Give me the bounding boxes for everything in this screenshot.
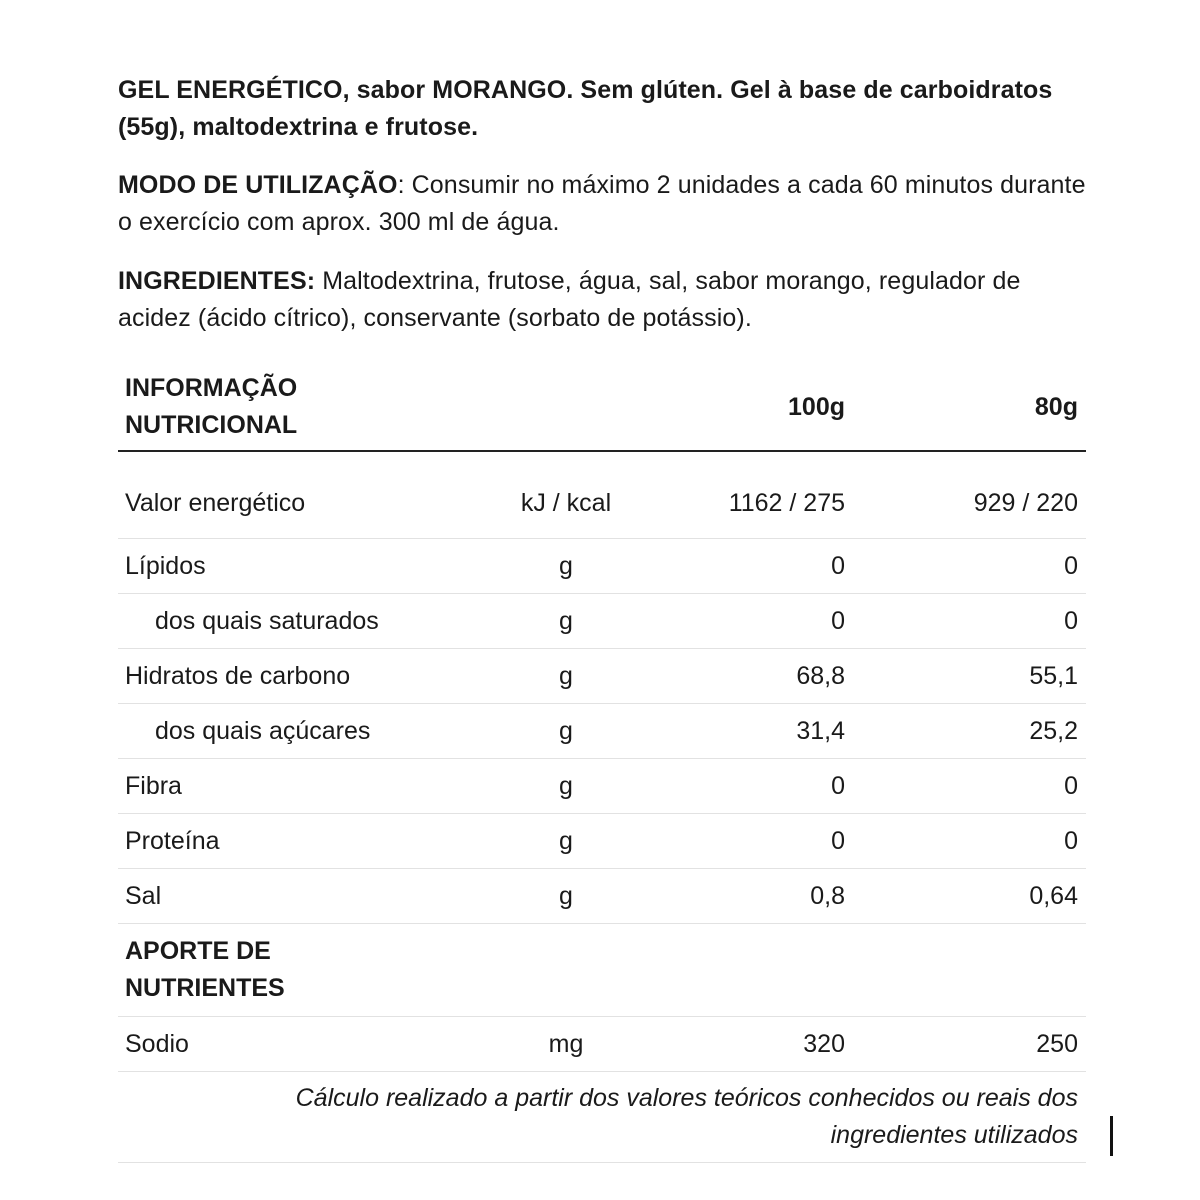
row-unit: g — [485, 539, 647, 594]
row-value-100g: 0 — [647, 539, 845, 594]
table-row — [118, 451, 1086, 539]
row-value-100g: 0,8 — [647, 869, 845, 924]
row-name: dos quais saturados — [118, 594, 485, 649]
row-unit: g — [485, 704, 647, 759]
row-unit: kJ / kcal — [485, 451, 647, 539]
row-value-80g: 0 — [845, 759, 1086, 814]
table-row — [118, 1017, 1086, 1072]
table-header — [118, 364, 1086, 451]
footnote-row — [118, 1072, 1086, 1163]
product-title: GEL ENERGÉTICO, sabor MORANGO. Sem glúten. Gel à base de carboidratos (55g), maltodextrina e frutose. — [118, 76, 1053, 141]
table-row — [118, 869, 1086, 924]
row-unit: mg — [485, 1017, 647, 1072]
row-name: Lípidos — [118, 539, 485, 594]
nutrition-table — [118, 364, 1086, 1163]
row-name: dos quais açúcares — [118, 704, 485, 759]
footnote: Cálculo realizado a partir dos valores teóricos conhecidos ou reais dos ingredientes utilizados — [118, 1072, 1086, 1163]
row-name: Valor energético — [118, 451, 485, 539]
row-value-80g: 25,2 — [845, 704, 1086, 759]
row-value-80g: 55,1 — [845, 649, 1086, 704]
row-unit: g — [485, 869, 647, 924]
row-value-80g: 0 — [845, 539, 1086, 594]
ingredients — [118, 263, 1086, 337]
usage-text: : Consumir no máximo 2 unidades a cada 60 minutos durante o exercício com aprox. 300 ml de água. — [118, 171, 1086, 236]
row-unit: g — [485, 594, 647, 649]
row-value-80g: 0 — [845, 814, 1086, 869]
table-row — [118, 649, 1086, 704]
header-100g: 100g — [647, 364, 845, 451]
ingredients-text: Maltodextrina, frutose, água, sal, sabor morango, regulador de acidez (ácido cítrico), conservante (sorbato de potássio). — [118, 267, 1021, 332]
usage-instructions — [118, 167, 1086, 241]
header-80g: 80g — [845, 364, 1086, 451]
row-name: Proteína — [118, 814, 485, 869]
ingredients-label: INGREDIENTES: — [118, 267, 316, 295]
section-header — [118, 924, 1086, 1017]
row-unit: g — [485, 814, 647, 869]
row-value-80g: 250 — [845, 1017, 1086, 1072]
row-value-80g: 0 — [845, 594, 1086, 649]
table-row — [118, 814, 1086, 869]
row-unit: g — [485, 759, 647, 814]
row-value-100g: 68,8 — [647, 649, 845, 704]
table-row — [118, 594, 1086, 649]
section-title: APORTE DE NUTRIENTES — [118, 924, 485, 1017]
row-name: Sodio — [118, 1017, 485, 1072]
row-unit: g — [485, 649, 647, 704]
row-value-80g: 0,64 — [845, 869, 1086, 924]
table-row — [118, 539, 1086, 594]
row-name: Fibra — [118, 759, 485, 814]
row-name: Hidratos de carbono — [118, 649, 485, 704]
row-value-100g: 0 — [647, 814, 845, 869]
table-row — [118, 704, 1086, 759]
header-title: INFORMAÇÃO NUTRICIONAL — [118, 364, 485, 451]
row-value-100g: 1162 / 275 — [647, 451, 845, 539]
row-value-100g: 320 — [647, 1017, 845, 1072]
text-cursor — [1110, 1116, 1113, 1156]
row-value-100g: 31,4 — [647, 704, 845, 759]
header-unit — [485, 364, 647, 451]
product-description — [118, 72, 1086, 337]
row-value-100g: 0 — [647, 759, 845, 814]
row-value-100g: 0 — [647, 594, 845, 649]
table-row — [118, 759, 1086, 814]
usage-label: MODO DE UTILIZAÇÃO — [118, 171, 398, 199]
row-value-80g: 929 / 220 — [845, 451, 1086, 539]
row-name: Sal — [118, 869, 485, 924]
